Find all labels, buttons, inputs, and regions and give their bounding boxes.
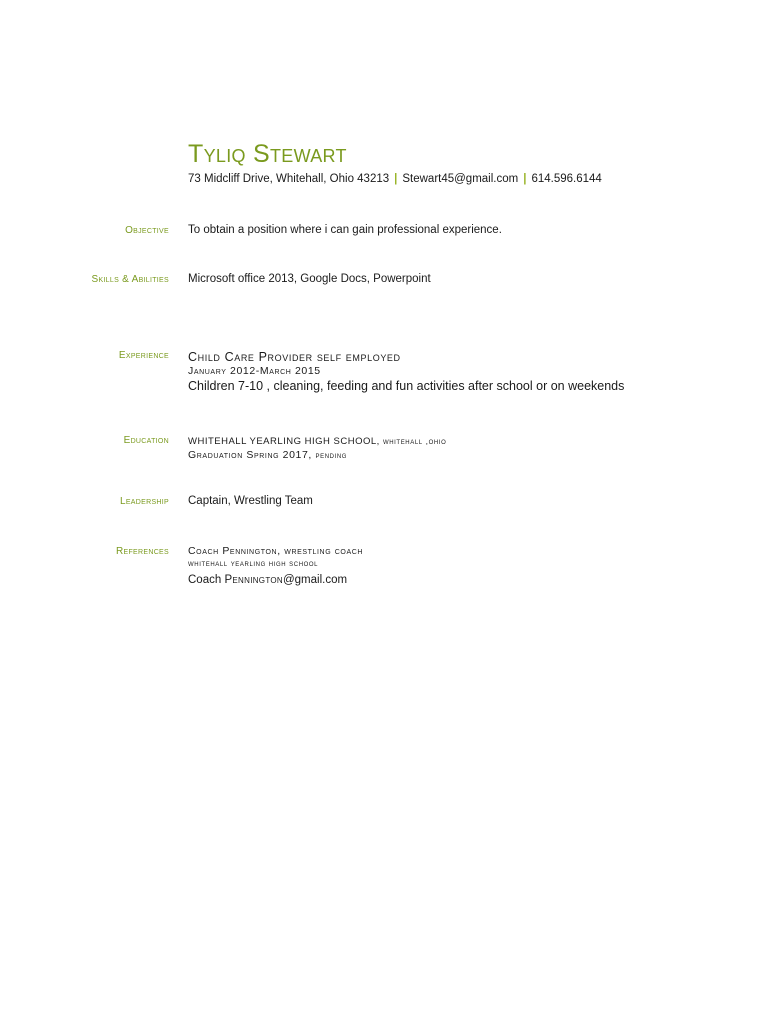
experience-description: Children 7-10 , cleaning, feeding and fun activities after school or on weekends xyxy=(188,379,625,393)
experience-dates: January 2012-March 2015 xyxy=(188,365,321,377)
resume-name: Tyliq Stewart xyxy=(188,140,347,168)
separator: | xyxy=(523,173,527,185)
objective-text: To obtain a position where i can gain professional experience. xyxy=(188,224,502,236)
objective-label: Objective xyxy=(125,225,169,236)
references-section xyxy=(188,545,363,586)
experience-title: Child Care Provider self employed xyxy=(188,350,401,364)
contact-line xyxy=(188,173,602,185)
address-text: 73 Midcliff Drive, Whitehall, Ohio 43213 xyxy=(188,173,390,185)
skills-text: Microsoft office 2013, Google Docs, Powerpoint xyxy=(188,273,431,285)
experience-section xyxy=(188,350,624,393)
leadership-label: Leadership xyxy=(119,496,169,507)
phone-text: 614.596.6144 xyxy=(531,173,602,185)
reference-org: whitehall yearling high school xyxy=(188,558,319,568)
education-location: whitehall ,ohio xyxy=(382,436,447,446)
education-label: Education xyxy=(123,435,169,446)
reference-name: Coach Pennington, wrestling coach xyxy=(188,545,364,557)
education-school: WHITEHALL YEARLING HIGH SCHOOL, xyxy=(188,436,380,447)
reference-email-domain: @gmail.com xyxy=(282,574,348,586)
references-label: References xyxy=(115,546,169,557)
education-graduation: Graduation Spring 2017, xyxy=(188,449,312,461)
reference-email-prefix: Coach xyxy=(188,574,225,586)
education-status: pending xyxy=(315,450,348,460)
skills-label: Skills & Abilities xyxy=(91,274,169,285)
leadership-text: Captain, Wrestling Team xyxy=(188,495,313,507)
reference-email-name: Pennington xyxy=(224,574,283,586)
email-text: Stewart45@gmail.com xyxy=(402,173,519,185)
experience-label: Experience xyxy=(118,350,169,361)
education-section xyxy=(188,436,446,461)
separator: | xyxy=(394,173,398,185)
reference-email xyxy=(188,574,363,586)
